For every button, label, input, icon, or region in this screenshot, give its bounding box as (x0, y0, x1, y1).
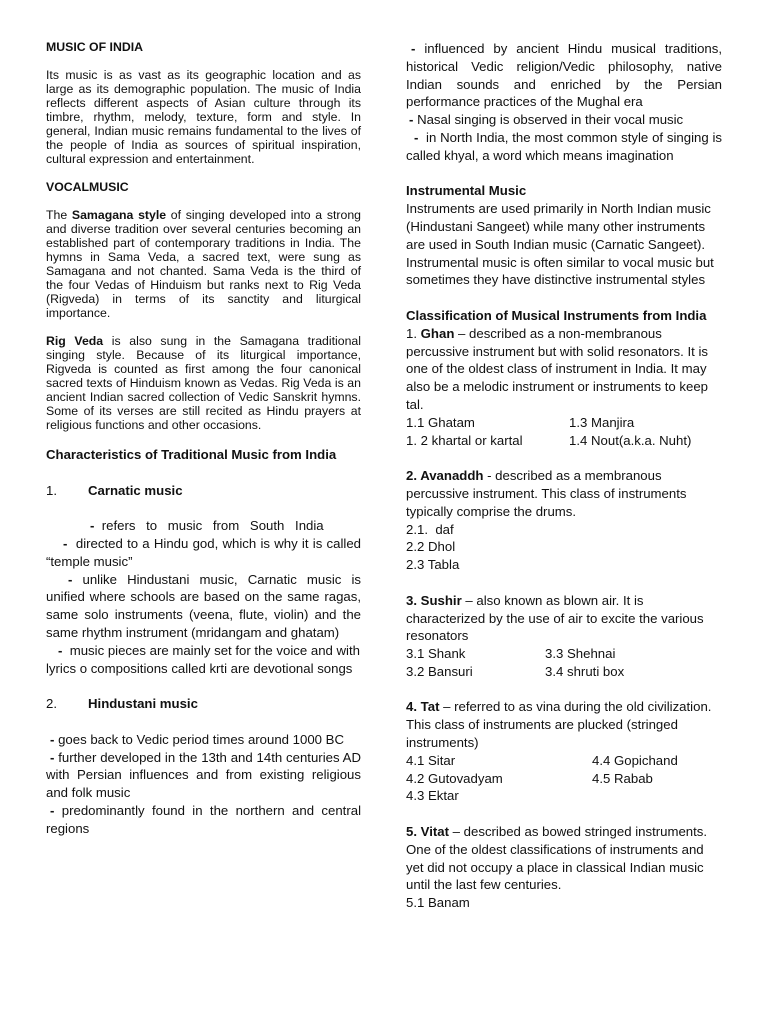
carnatic-bullet-1: - refers to music from South India (90, 518, 324, 534)
classification-heading: Classification of Musical Instruments from India (406, 307, 707, 323)
left-column (46, 40, 361, 838)
avanaddh-item-2: 2.2 Dhol (406, 539, 456, 555)
samagana-paragraph: The Samagana style of singing developed into a strong and diverse tradition over several centuries becoming an established part of contemporary traditions in India. The hymns in Sama Veda, a sacred text, were sung as Samagana and not chanted. Sama Veda is the third of the four Vedas of Hinduism but ranks next to Rig Veda (Rigveda) in terms of its sanctity and liturgical importance. (46, 208, 361, 320)
carnatic-bullet-3: - unlike Hindustani music, Carnatic music is unified where schools are based on the same ragas, same solo instruments (veena, flute, violin) and the same rhythm instrument (mridangam and ghatam) (46, 571, 361, 640)
hindustani-continued-bullets (406, 40, 722, 165)
right-column (406, 40, 722, 912)
carnatic-heading: 1. Carnatic music (46, 482, 183, 498)
document-title: MUSIC OF INDIA (46, 40, 144, 54)
hindustani-bullets (46, 731, 361, 838)
tat-row-2: 4.2 Gutovadyam 4.5 Rabab (406, 770, 653, 786)
tat-section (406, 698, 722, 805)
avanaddh-description: 2. Avanaddh - described as a membranous percussive instrument. This class of instruments typically comprise the drums. (406, 468, 687, 519)
intro-paragraph: Its music is as vast as its geographic location and as large as its demographic population. The music of India reflects different aspects of Asian culture through its timbre, rhythm, melody, texture, form and style. In general, Indian music remains fundamental to the lives of the people of India as sources of spiritual inspiration, cultural expression and entertainment. (46, 68, 361, 166)
carnatic-bullet-2: - directed to a Hindu god, which is why it is called “temple music” (46, 535, 362, 569)
sushir-description: 3. Sushir – also known as blown air. It is characterized by the use of air to excite the various resonators (406, 592, 704, 644)
ghan-row-1: 1.1 Ghatam 1.3 Manjira (406, 414, 635, 430)
tat-item-5: 4.3 Ektar (406, 788, 459, 804)
vitat-description: 5. Vitat – described as bowed stringed instruments. One of the oldest classifications of instruments and yet did not occupy a place in classical Indian music until the last few centuries. (406, 824, 708, 893)
carnatic-bullets (46, 517, 361, 677)
vitat-section (406, 823, 722, 912)
hindustani-bullet-5: - Nasal singing is observed in their vocal music (409, 112, 684, 128)
hindustani-heading: 2. Hindustani music (46, 696, 198, 712)
instrumental-heading: Instrumental Music (406, 183, 527, 199)
samagana-term: Samagana style (71, 208, 167, 222)
hindustani-bullet-1: - goes back to Vedic period times around 1000 BC (50, 731, 344, 747)
avanaddh-item-3: 2.3 Tabla (406, 557, 460, 573)
sushir-section (406, 592, 722, 681)
rigveda-paragraph: Rig Veda is also sung in the Samagana traditional singing style. Because of its liturgical importance, Rigveda is counted as first among the four canonical sacred texts of Hinduism known as Vedas. Rig Veda is an ancient Indian sacred collection of Vedic Sanskrit hymns. Some of its verses are still recited as Hindu prayers at religious functions and other occasions. (46, 334, 362, 432)
instrumental-paragraph: Instruments are used primarily in North Indian music (Hindustani Sangeet) while many other instruments are used in South Indian music (Carnatic Sangeet). Instrumental music is often similar to vocal music but sometimes they have distinctive instrumental styles (406, 201, 714, 288)
hindustani-bullet-4: - influenced by ancient Hindu musical traditions, historical Vedic religion/Vedic philosophy, native Indian sounds and enriched by the Persian performance practices of the Mughal era (406, 41, 722, 110)
hindustani-bullet-3: - predominantly found in the northern and central regions (46, 802, 361, 836)
tat-row-1: 4.1 Sitar 4.4 Gopichand (406, 752, 678, 768)
rigveda-term: Rig Veda (46, 334, 104, 348)
characteristics-heading: Characteristics of Traditional Music from India (46, 447, 337, 462)
vitat-item-1: 5.1 Banam (406, 895, 470, 911)
avanaddh-item-1: 2.1. daf (406, 521, 454, 537)
sushir-row-2: 3.2 Bansuri 3.4 shruti box (406, 663, 625, 679)
carnatic-bullet-4: - music pieces are mainly set for the voice and with lyrics o compositions called krti are devotional songs (46, 642, 360, 676)
vocal-music-heading: VOCALMUSIC (46, 180, 129, 194)
ghan-row-2: 1. 2 khartal or kartal 1.4 Nout(a.k.a. Nuht) (406, 432, 692, 448)
ghan-description: 1. Ghan – described as a non-membranous percussive instrument but with solid resonators. It is one of the oldest class of instrument in India. It may also be a melodic instrument or instruments to keep tal. (406, 325, 708, 412)
avanaddh-section (406, 467, 722, 574)
hindustani-bullet-2: - further developed in the 13th and 14th centuries AD with Persian influences and from existing religious and folk music (46, 749, 361, 801)
hindustani-bullet-6: - in North India, the most common style of singing is called khyal, a word which means imagination (406, 129, 722, 163)
tat-description: 4. Tat – referred to as vina during the old civilization. This class of instruments are plucked (stringed instruments) (406, 699, 712, 751)
ghan-section (406, 325, 722, 450)
sushir-row-1: 3.1 Shank 3.3 Shehnai (406, 646, 616, 662)
